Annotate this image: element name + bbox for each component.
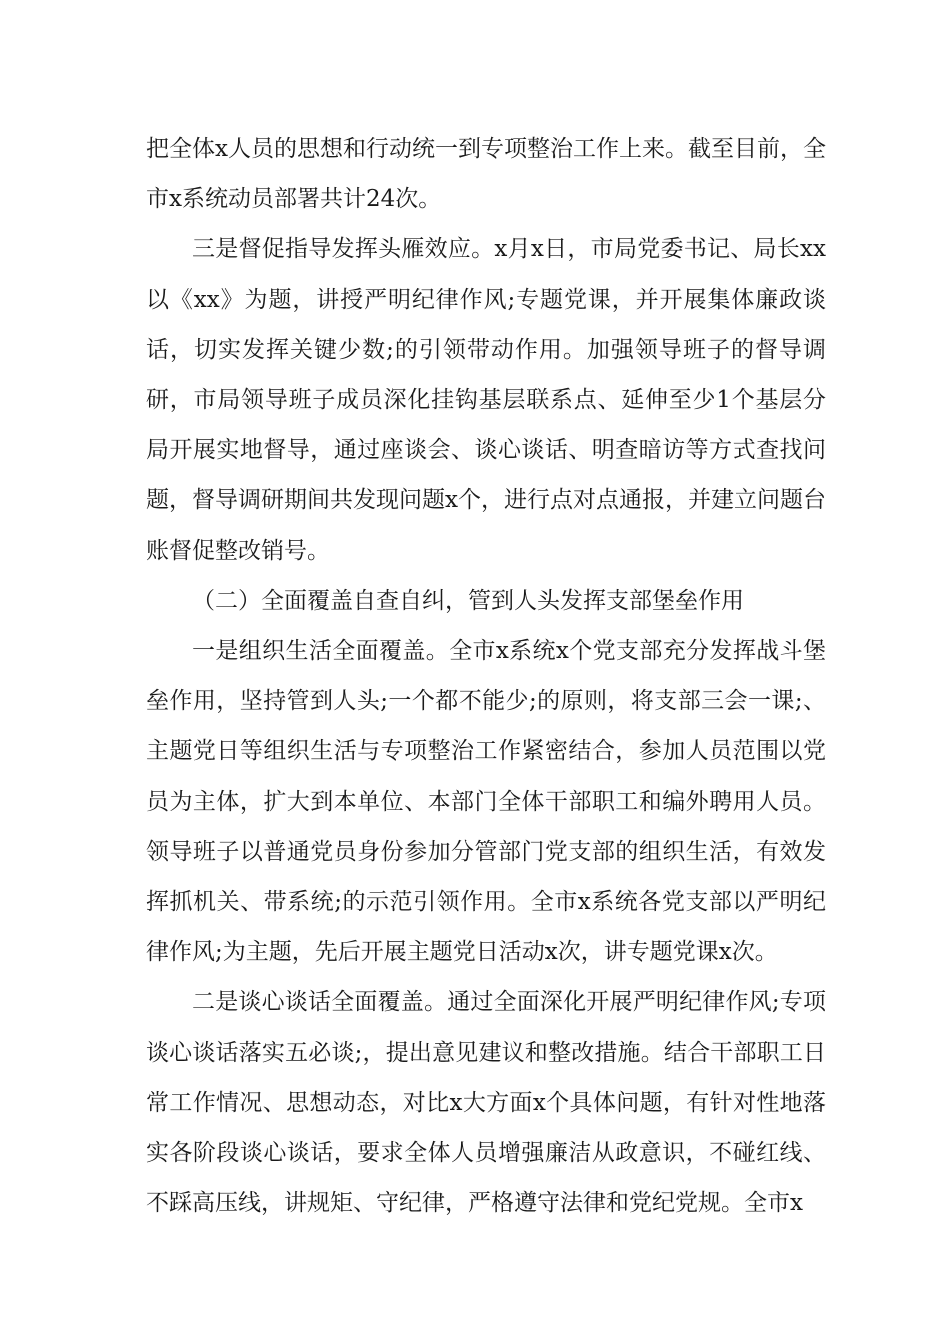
paragraph-supervision-guidance: 三是督促指导发挥头雁效应。x月x日，市局党委书记、局长xx以《xx》为题，讲授严明纪律作风;专题党课，并开展集体廉政谈话，切实发挥关键少数;的引领带动作用。加强领导班子的督导调研，市局领导班子成员深化挂钩基层联系点、延伸至少1个基层分局开展实地督导，通过座谈会、谈心谈话、明查暗访等方式查找问题，督导调研期间共发现问题x个，进行点对点通报，并建立问题台账督促整改销号。 (146, 236, 826, 564)
section-heading: （二）全面覆盖自查自纠，管到人头发挥支部堡垒作用 (192, 587, 744, 614)
paragraph-organizational-life: 一是组织生活全面覆盖。全市x系统x个党支部充分发挥战斗堡垒作用，坚持管到人头;一个都不能少;的原则，将支部三会一课;、主题党日等组织生活与专项整治工作紧密结合，参加人员范围以党员为主体，扩大到本单位、本部门全体干部职工和编外聘用人员。领导班子以普通党员身份参加分管部门党支部的组织生活，有效发挥抓机关、带系统;的示范引领作用。全市x系统各党支部以严明纪律作风;为主题，先后开展主题党日活动x次，讲专题党课x次。 (146, 638, 826, 966)
paragraph-continuation: 把全体x人员的思想和行动统一到专项整治工作上来。截至目前，全市x系统动员部署共计24次。 (146, 136, 826, 213)
paragraph-heart-to-heart-talks: 二是谈心谈话全面覆盖。通过全面深化开展严明纪律作风;专项谈心谈话落实五必谈;，提出意见建议和整改措施。结合干部职工日常工作情况、思想动态，对比x大方面x个具体问题，有针对性地落实各阶段谈心谈话，要求全体人员增强廉洁从政意识，不碰红线、不踩高压线，讲规矩、守纪律，严格遵守法律和党纪党规。全市x (146, 989, 826, 1217)
document-body (146, 124, 826, 1228)
